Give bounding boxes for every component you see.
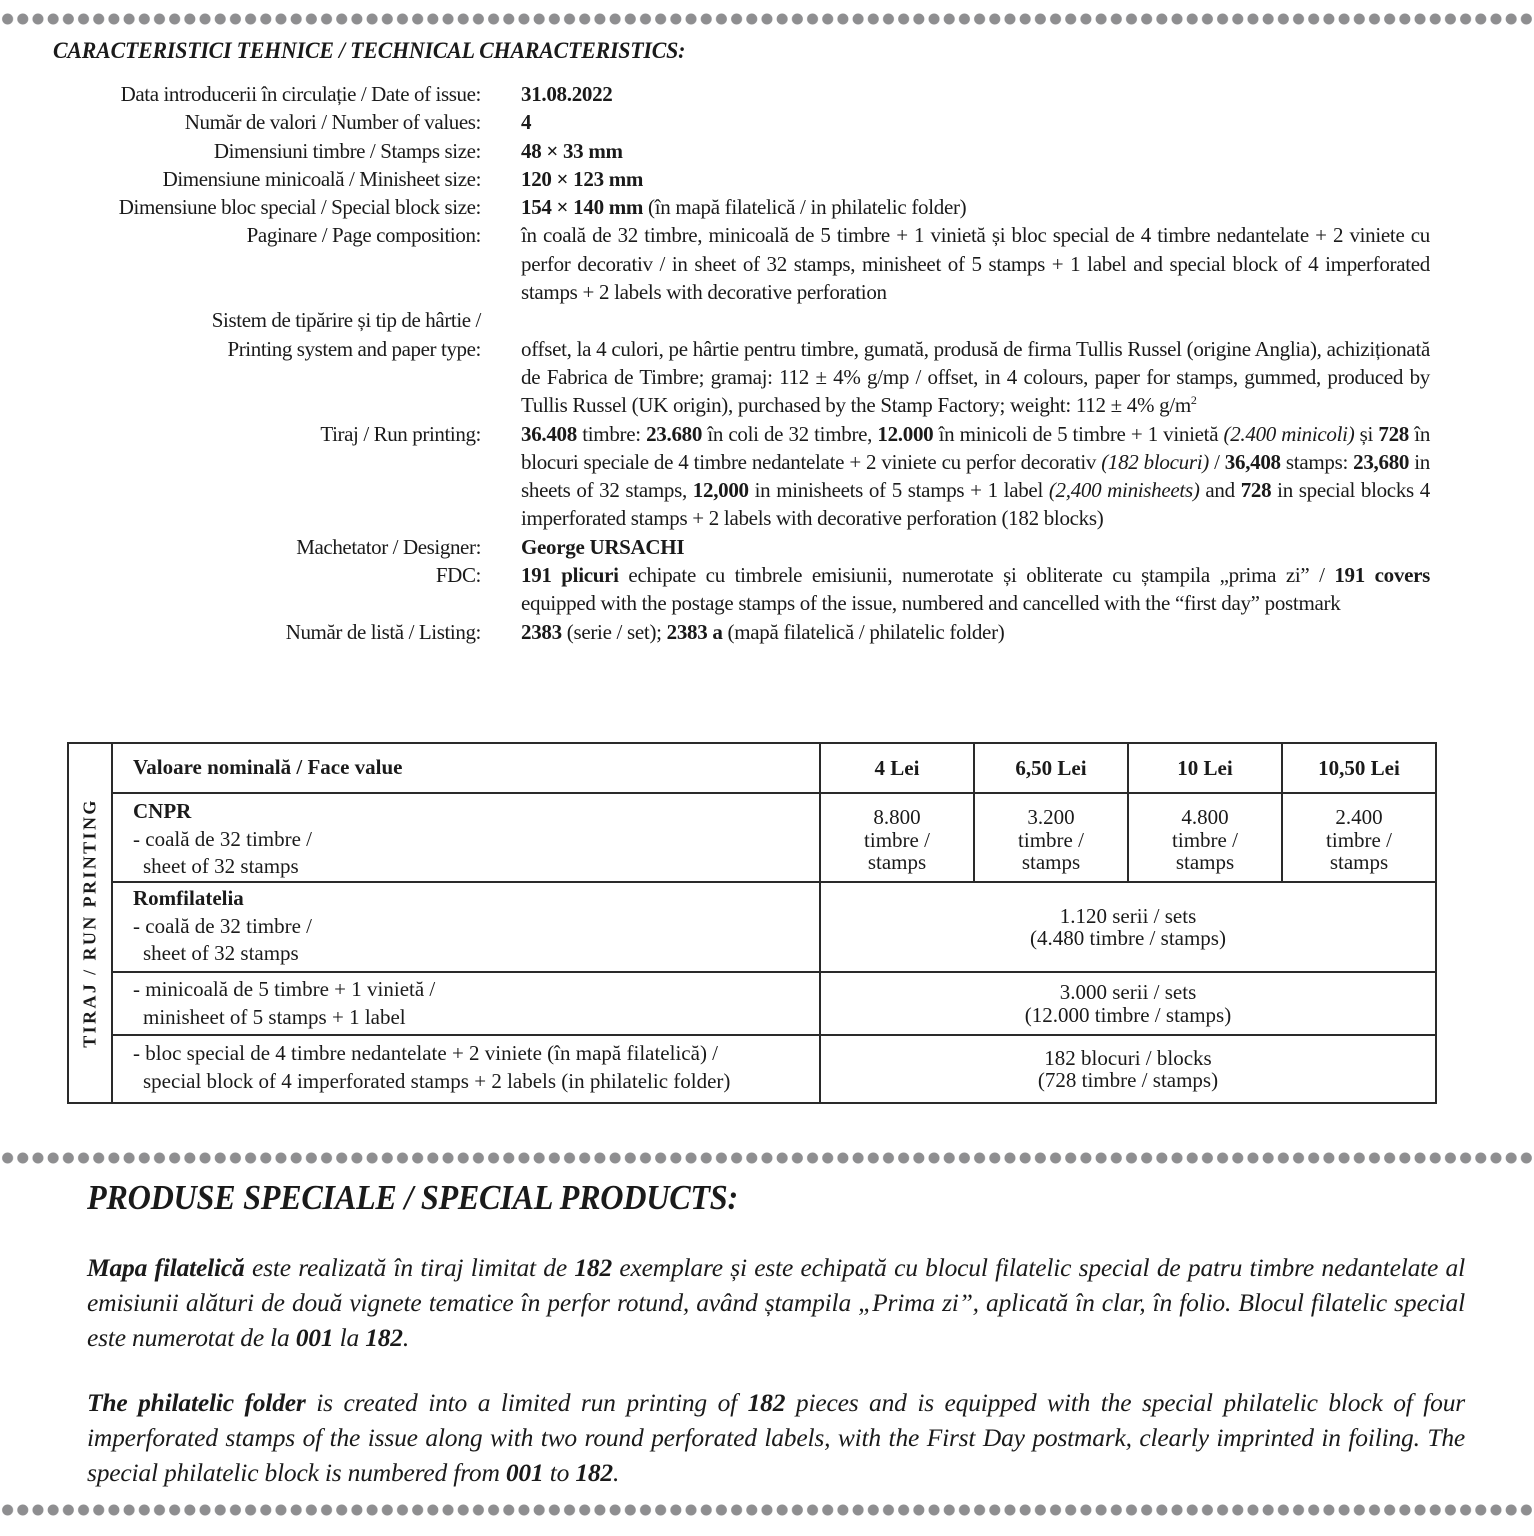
face-value-10-50-lei: 10,50 Lei [1282,743,1436,793]
block-value: 182 blocuri / blocks (728 timbre / stamps) [820,1035,1436,1103]
row-title: CNPR [133,799,192,823]
spec-label: Număr de listă / Listing: [285,619,481,644]
spec-row-block-size [0,193,1534,221]
spec-row-minisheet-size [0,165,1534,193]
spec-label: Printing system and paper type: [227,336,481,361]
technical-spec-list [0,80,1534,646]
spec-value: offset, la 4 culori, pe hârtie pentru timbre, gumată, produsă de firma Tullis Russel (origine Anglia), achiziționată de Fabrica de Timbre; gramaj: 112 ± 4% g/mp / offset, in 4 colours, paper for stamps, gummed, produced by Tullis Russel (UK origin), purchased by the Stamp Factory; weight: 112 ± 4% g/m [521,336,1430,418]
spec-label: Tiraj / Run printing: [320,421,481,446]
spec-row-stamp-size [0,137,1534,165]
spec-label: FDC: [435,563,481,588]
dotted-divider-top [0,12,1534,26]
spec-value: George URSACHI [521,534,685,559]
spec-value: 154 × 140 mm [521,195,644,220]
spec-value: 191 plicuri echipate cu timbrele emisiunii, numerotate și obliterate cu ștampila „prima zi” / 191 covers equipped with the postage stamps of the issue, numbered and cancelled with the “first day” postmark [521,563,1430,616]
technical-title: CARACTERISTICI TEHNICE / TECHNICAL CHARACTERISTICS: [53,38,686,64]
dotted-divider-middle [0,1151,1534,1165]
side-label: TIRAJ / RUN PRINTING [79,798,100,1048]
face-value-4-lei: 4 Lei [820,743,974,793]
row-title: Romfilatelia [133,886,244,910]
spec-row-fdc [0,561,1534,618]
face-value-6-50-lei: 6,50 Lei [974,743,1128,793]
spec-row-date [0,80,1534,108]
cnpr-cell: 2.400 timbre / stamps [1282,793,1436,882]
spec-label: Dimensiune bloc special / Special block size: [118,195,481,220]
side-label-cell [68,743,112,1103]
special-paragraph-en: The philatelic folder is created into a limited run printing of 182 pieces and is equipped with the special philatelic block of four imperforated stamps of the issue along with two round perforated labels, with the First Day postmark, clearly imprinted in foiling. The special philatelic block is numbered from 001 to 182. [87,1388,1465,1487]
table-row-cnpr: CNPR - coală de 32 timbre / sheet of 32 stamps 8.800 timbre / stamps 3.200 timbre / stamps 4.800 timbre / stamps 2.400 timbre / stamps [68,793,1436,882]
spec-value: 48 × 33 mm [521,138,623,163]
spec-label: Dimensiuni timbre / Stamps size: [213,138,481,163]
cnpr-cell: 3.200 timbre / stamps [974,793,1128,882]
table-row-block: - bloc special de 4 timbre nedantelate + 2 viniete (în mapă filatelică) / special block of 4 imperforated stamps + 2 labels (in philatelic folder) 182 blocuri / blocks (728 timbre / stamps) [68,1035,1436,1103]
spec-label: Sistem de tipărire și tip de hârtie / [211,308,481,333]
spec-value: 36.408 timbre: 23.680 în coli de 32 timbre, 12.000 în minicoli de 5 timbre + 1 vinietă (2.400 minicoli) și 728 în blocuri speciale de 4 timbre nedantelate + 2 viniete cu perfor decorativ (182 blocuri) / 36,408 stamps: 23,680 in sheets of 32 stamps, 12,000 in minisheets of 5 stamps + 1 label (2,400 minisheets) and 728 in special blocks 4 imperforated stamps + 2 labels with decorative perforation (182 blocks) [521,421,1431,531]
spec-row-listing [0,618,1534,646]
spec-label: Număr de valori / Number of values: [184,110,481,135]
spec-value: 2383 (serie / set); 2383 a (mapă filatelică / philatelic folder) [521,619,1005,644]
dotted-divider-bottom [0,1503,1534,1517]
face-value-10-lei: 10 Lei [1128,743,1282,793]
spec-row-page-composition [0,221,1534,306]
spec-row-run-printing [0,420,1534,533]
table-header-row [68,743,1436,793]
spec-row-printing: Sistem de tipărire și tip de hârtie / Printing system and paper type: offset, la 4 culori, pe hârtie pentru timbre, gumată, produsă de firma Tullis Russel (origine Anglia), achiziționată de Fabrica de Timbre; gramaj: 112 ± 4% g/mp / offset, in 4 colours, paper for stamps, gummed, produced by Tullis Russel (UK origin), purchased by the Stamp Factory; weight: 112 ± 4% $g/m^2$ [0,306,1534,419]
spec-row-values [0,108,1534,136]
cnpr-cell: 4.800 timbre / stamps [1128,793,1282,882]
run-printing-table [67,742,1437,1104]
spec-value: în coală de 32 timbre, minicoală de 5 timbre + 1 vinietă și bloc special de 4 timbre nedantelate + 2 viniete cu perfor decorativ / in sheet of 32 stamps, minisheet of 5 stamps + 1 label and special block of 4 imperforated stamps + 2 labels with decorative perforation [521,223,1430,305]
romfilatelia-value: 1.120 serii / sets (4.480 timbre / stamps) [820,882,1436,972]
face-value-header: Valoare nominală / Face value [112,743,820,793]
minisheet-value: 3.000 serii / sets (12.000 timbre / stamps) [820,972,1436,1035]
spec-value-note: (în mapă filatelică / in philatelic folder) [643,195,967,220]
spec-row-designer [0,533,1534,561]
special-products-title: PRODUSE SPECIALE / SPECIAL PRODUCTS: [87,1178,738,1217]
table-row-romfilatelia: Romfilatelia - coală de 32 timbre / sheet of 32 stamps 1.120 serii / sets (4.480 timbre / stamps) [68,882,1436,972]
spec-label: Dimensiune minicoală / Minisheet size: [162,166,481,191]
special-paragraph-ro: Mapa filatelică este realizată în tiraj limitat de 182 exemplare și este echipată cu blocul filatelic special de patru timbre nedantelate al emisiunii alături de două vignete tematice în perfor rotund, având ștampila „Prima zi”, aplicată în clar, în folio. Blocul filatelic special este numerotat de la 001 la 182. [87,1253,1465,1352]
spec-value: 120 × 123 mm [521,166,644,191]
spec-label: Data introducerii în circulație / Date of issue: [120,82,481,106]
spec-label: Machetator / Designer: [296,534,481,559]
spec-value: 31.08.2022 [521,82,613,106]
table-row-minisheet: - minicoală de 5 timbre + 1 vinietă / minisheet of 5 stamps + 1 label 3.000 serii / sets (12.000 timbre / stamps) [68,972,1436,1035]
spec-value: 4 [521,110,532,135]
spec-label: Paginare / Page composition: [246,223,481,248]
cnpr-cell: 8.800 timbre / stamps [820,793,974,882]
